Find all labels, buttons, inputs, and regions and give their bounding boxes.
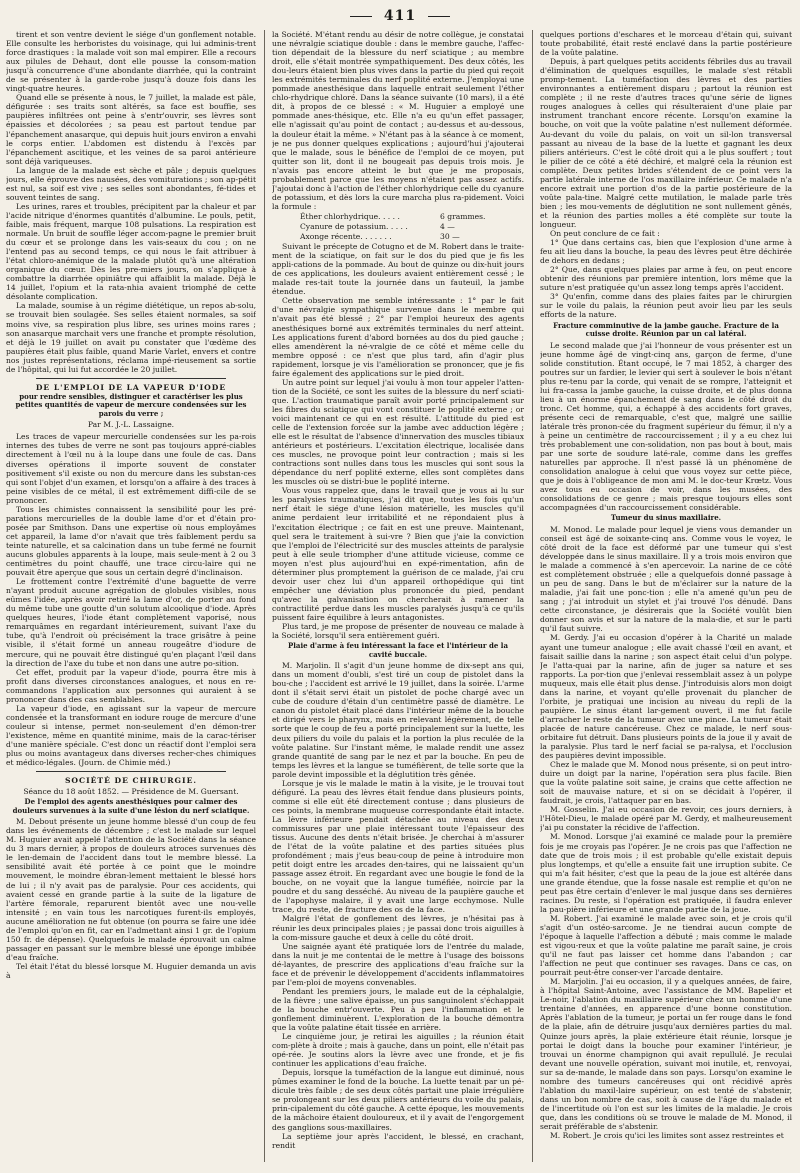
section-title: DE L'EMPLOI DE LA VAPEUR D'IODE: [35, 382, 227, 392]
paragraph: M. Debout présente un jeune homme blessé d'un coup de feu dans les événements de décembre ; c'est le malade sur lequel M. Huguier avait appelé l'attention de la Société dans la séance du 3 mars dernier, à propos de douleurs atroces survenues dès le len-demain de l'accident dans tout le membre blessé. La sensibilité avait été portée à ce point que le moindre mouvement, le moindre ébran-lement mettaient le blessé hors de lui ; il n'y avait pas de paralysie. Pour ces accidents, qui avaient cessé en grande partie à la suite de la ligature de l'artère fémorale, reparurent bientôt avec une nou-velle intensité ; en vain tous les narcotiques furent-ils employés, aucune amélioration ne fut obtenue (on pourra se faire une idée de l'emploi qu'on en fit, car en l'admettant ainsi 1 gr. de l'opium 150 fr. de dépense). Quelquefois le malade éprouvait un calme passager en passant sur le membre blessé une éponge imbibée d'eau fraîche.: [6, 817, 256, 962]
paragraph: la Société. M'étant rendu au désir de notre collègue, je constatai une névralgie sciatique double : dans le membre gauche, l'affec-tion dépendait de la blessure du nerf sciatique ; au membre droit, elle s'était montrée sympathiquement. Des deux côtés, les dou-leurs étaient bien plus vives dans la partie du pied qui reçoit les extrémités terminales du nerf poplité externe. J'employai une pommade anesthésique dans laquelle entrait seulement l'éther chlo-rhydrique chloré. Dans la séance suivante (10 mars), il a été dit, à propos de ce blessé : « M. Huguier a employé une pommade anes-thésique, etc. Elle n'a eu qu'un effet passager, elle n'agissait qu'au point de contact ; au-dessus et au-dessous, la douleur était la même. » N'étant pas à la séance à ce moment, je ne pus donner quelques explications ; aujourd'hui j'ajouterai que le malade, sous le bénéfice de l'emploi de ce moyen, put quitter son lit, dont il ne bougeait pas depuis trois mois. Je n'avais pas encore atteint le but que je me proposais, probablement parce que les moyens n'étaient pas assez actifs. J'ajoutai donc à l'action de l'éther chlorhydrique celle du cyanure de potassium, et dès lors la cure marcha plus ra-pidement. Voici la formule :: [272, 30, 524, 211]
paragraph: Le cinquième jour, je retirai les aiguilles ; la réunion était com-plète à droite ; mais à gauche, dans un point, elle n'était pas opé-rée. Je soutins alors la lèvre avec une fronde, et je fis continuer les applications d'eau fraîche.: [272, 1032, 524, 1069]
paragraph: Pendant les premiers jours, le malade eut de la céphalalgie, de la fièvre ; une salive épaisse, un pus sanguinolent s'échappait de la bouche entr'ouverte. Peu à peu l'inflammation et le gonflement diminuèrent. L'exploration de la bouche démontra que la voûte palatine était tissée en arrière.: [272, 986, 524, 1033]
formula-ingredient: Cyanure de potassium. . . . .: [300, 221, 408, 231]
column-divider-1: [264, 30, 265, 1162]
paragraph: M. Robert. Je crois qu'ici les limites sont assez restreintes et: [550, 1131, 784, 1141]
column-divider-2: [532, 30, 533, 1162]
section-subtitle: pour rendre sensibles, distinguer et caractériser les plus petites quantités de vapeur de mercure condensées sur les parois du verre ;: [15, 391, 247, 418]
paragraph: La septième jour après l'accident, le blessé, en crachant, rendit: [272, 1131, 524, 1150]
article-byline: Par M. J.-L. Lassaigne.: [87, 420, 175, 430]
formula-line: [300, 222, 524, 231]
page-header: [0, 8, 800, 30]
topic-heading: Fracture comminutive de la jambe gauche. Fracture de la cuisse droite. Réunion par un cal latéral.: [553, 320, 779, 338]
formula-quantity: 4 —: [440, 221, 455, 231]
paragraph: La langue de la malade est sèche et pâle ; depuis quelques jours, elle éprouve des nausées, des vomiturations ; son ap-pétit est nul, sa soif est vive ; ses selles sont abondantes, fé-tides et souvent teintes de sang.: [6, 165, 256, 202]
section-title: SOCIÉTÉ DE CHIRURGIE.: [64, 776, 198, 786]
paragraph: Chez le malade que M. Monod nous présente, si on peut intro-duire un doigt par la narine, l'opération sera plus facile. Bien que la voûte palatine soit saine, je crains que cette affection ne soit de mauvaise nature, et si on se décidait à l'opérer, il faudrait, je crois, l'attaquer par en bas.: [540, 760, 792, 806]
paragraph: Cette observation me semble intéressante : 1° par le fait d'une névralgie sympathique survenue dans le membre qui n'avait pas été blessé ; 2° par l'emploi heureux des agents anesthésiques borné aux extrémités terminales du nerf atteint. Les applications furent d'abord bornées au dos du pied gauche ; elles amendèrent la né-vralgie de ce côté et même celle du membre opposé : ce n'est que plus tard, afin d'agir plus rapidement, lorsque je vis l'amélioration se prononcer, que je fis faire également des applications sur le pied droit.: [272, 296, 524, 378]
paragraph: 3° Qu'enfin, comme dans des plaies faites par le chirurgien sur le voile du palais, la réunion peut avoir lieu par les seuls efforts de la nature.: [540, 292, 792, 320]
topic-heading: Tumeur du sinus maxillaire.: [610, 513, 722, 523]
formula-quantity: 30 —: [440, 232, 460, 242]
formula-quantity: 6 grammes.: [440, 211, 486, 221]
paragraph: Depuis, à part quelques petits accidents fébriles dus au travail d'élimination de quelques esquilles, le malade s'est rétabli promp-tement. La tuméfaction des lèvres et des parties environnantes a entièrement disparu ; partout la réunion est complète ; il ne reste d'autres traces qu'une série de lignes rouges analogues à celles qui résulteraient d'une plaie par instrument tranchant encore récente. Lorsqu'on examine la bouche, on voit que la voûte palatine n'est nullement déformée. Au-devant du voile du palais, on voit un sil-lon transversal passant au niveau de la base de la luette et gagnant les deux piliers antérieurs. C'est le côté droit qui a le plus souffert ; tout le pilier de ce côté a été déchiré, et malgré cela la réunion est complète. Deux petites brides s'étendent de ce point vers la partie latérale interne de l'os maxillaire inférieur. Ce malade n'a encore extrait une portion d'os de la partie postérieure de la voûte pala-tine. Malgré cette mutilation, le malade parle très bien ; les mou-vements de déglutition ne sont nullement gênés, et la réunion des parties molles a été complète sur toute la longueur.: [540, 57, 792, 229]
paragraph: Le frottement contre l'extrémité d'une baguette de verre n'ayant produit aucune agrégation de globules visibles, nous eûmes l'idée, après avoir retiré la lame d'or, de porter au fond du même tube une goutte d'un solutum alcoolique d'iode. Après quelques heures, l'iode étant complètement vaporisé, nous remarquâmes en regardant intérieurement, suivant l'axe du tube, qu'à l'endroit où précisément la trace grisâtre à peine visible, il s'était formé un anneau rougeâtre d'iodure de mercure, qui ne pouvait être distingué qu'en plaçant l'œil dans la direction de l'axe du tube et non dans une autre po-sition.: [6, 577, 256, 668]
paragraph: tirent et son ventre devient le siége d'un gonflement notable. Elle consulte les herboristes du voisinage, qui lui adminis-trent force drastiques : la malade voit son mal empirer. Elle a recours aux pilules de Dehaut, dont elle pousse la consom-mation jusqu'à concurrence d'une abondante diarrhée, qui la contraint de se présenter à la garde-robe jusqu'à douze fois dans les vingt-quatre heures.: [6, 30, 256, 94]
paragraph: M. Monod. Lorsque j'ai examiné ce malade pour la première fois je me croyais pas l'opérer. Je ne crois pas que l'affection ne date que de trois mois ; il est probable qu'elle existait depuis plus longtemps, et qu'elle a ensuite fait une irruption subite. Ce qui m'a fait hésiter, c'est que la peau de la joue est altérée dans une grande étendue, que la fosse nasale est remplie et qu'on ne peut pas être certain d'enlever le mal jusque dans ses dernières racines. Du reste, si l'opération est pratiquée, il faudra enlever la pau-pière inférieure et une grande partie de la joue.: [540, 832, 792, 914]
paragraph: Vous vous rappelez que, dans le travail que je vous ai lu sur les paralysies traumatiques, j'ai dit que, toutes les fois qu'un nerf était le siége d'une lésion matérielle, les muscles qu'il anime perdaient leur irritabilité et ne répondaient plus à l'excitation électrique ; ce fait en est une preuve. Maintenant, quel sera le traitement à sui-vre ? Bien que j'aie la conviction que l'emploi de l'électricité sur des muscles atteints de paralysie peut à elle seule triompher d'une attitude vicieuse, comme ce moyen n'est plus aujourd'hui en expé-rimentation, afin de déterminer plus promptement la guérison de ce malade, j'ai cru devoir user chez lui d'un appareil orthopédique qui tint empêcher une déviation plus prononcée du pied, pendant qu'avec la galvanisation on chercherait à ramener la contractilité perdue dans les muscles paralysés jusqu'à ce qu'ils puissent faire équilibre à leurs antagonistes.: [272, 486, 524, 622]
paragraph: M. Gerdy. J'ai eu occasion d'opérer à la Charité un malade ayant une tumeur analogue ; elle avait chassé l'œil en avant, et faisait saillie dans la narine ; son aspect était celui d'un polype. Je l'atta-quai par la narine, afin de juger sa nature et ses rapports. La por-tion que j'enlevai ressemblait assez à un polype muqueux, mais elle était plus dense. J'introduisis alors mon doigt dans la narine, et voyant qu'elle provenait du plancher de l'orbite, je pratiquai une incision au niveau du repli de la paupière. Le sinus étant lar-gement ouvert, il me fut facile d'arracher le reste de la tumeur avec une pince. La tumeur était placée de nature cancéreuse. Chez ce malade, le nerf sous-orbitaire fut détruit. Dans plusieurs points de la joue il y avait de la paralysie. Plus tard le nerf facial se pa-ralysa, et l'occlusion des paupières devint impossible.: [540, 633, 792, 761]
topic-heading: De l'emploi des agents anesthésiques pour calmer des douleurs survenues à la suite d'une lésion du nerf sciatique.: [12, 797, 250, 815]
formula-line: [300, 212, 524, 221]
header-dash-right: [428, 16, 450, 17]
formula-line: [300, 232, 524, 241]
paragraph: Les urines, rares et troubles, précipitent par la chaleur et par l'acide nitrique d'énormes quantités d'albumine. Le pouls, petit, faible, mais fréquent, marque 108 pulsations. La respiration est normale. Un bruit de souffle léger accom-pagne le premier bruit du cœur et se prolonge dans les vais-seaux du cou ; on ne l'entend pas au second temps, ce qui nous le fait attribuer à l'état chloro-anémique de la malade plutôt qu'à une altération organique du cœur. Dès les pre-miers jours, on s'applique à combattre la diarrhée opiniâtre qui affaiblit la malade. Déjà le 14 juillet, l'opium et la rata-nhia avaient triomphé de cette désolante complication.: [6, 201, 256, 302]
paragraph: M. Marjolin. Il s'agit d'un jeune homme de dix-sept ans qui, dans un moment d'oubli, s'est tiré un coup de pistolet dans la bou-che ; l'accident est arrivé le 19 juillet, dans la soirée. L'arme dont il s'était servi était un pistolet de poche chargé avec un cube de coudure d'étain d'un centimètre passé de diamètre. Le canon du pistolet était placé dans l'intérieur même de la bouche et dirigé vers le pharynx, mais en relevant légèrement, de telle sorte que le coup de feu a porté principalement sur la luette, les deux piliers du voile du palais et la portion la plus reculée de la voûte palatine. Sur l'instant même, le malade rendit une assez grande quantité de sang par le nez et par la bouche. En peu de temps les lèvres et la langue se tuméfièrent, de telle sorte que la parole devint impossible et la déglutition très gênée.: [272, 661, 524, 779]
paragraph: Suivant le précepte de Cotugno et de M. Robert dans le traite-ment de la sciatique, on fait sur le dos du pied que je fis les appli-cations de la pommade. Au bout de quinze ou dix-huit jours de ces applications, les douleurs avaient entièrement cessé ; le malade res-tait toute la journée dans un fauteuil, la jambe étendue.: [272, 242, 524, 297]
paragraph: Plus tard, je me propose de présenter de nouveau ce malade à la Société, lorsqu'il sera entièrement guéri.: [272, 622, 524, 641]
paragraph: Quand elle se présente à nous, le 7 juillet, la malade est pâle, défigurée : ses traits sont altérés, sa face est bouffie, ses paupières infiltrées ont peine à s'entr'ouvrir, ses lèvres sont épaissies et décolorées ; sa peau est partout tendue par l'épanchement anasarque, qui depuis huit jours environ a envahi le corps entier. L'abdomen est distendu à l'excès par l'épanchement ascitique, et les veines de sa paroi antérieure sont déjà variqueuses.: [6, 93, 256, 166]
paragraph: M. Robert. J'ai examiné le malade avec soin, et je crois qu'il s'agit d'un ostéo-sarcome. Je ne tiendrai aucun compte de l'époque à laquelle l'affection a débuté ; mais comme le malade est vigou-reux et que la voûte palatine me paraît saine, je crois qu'il ne faut pas laisser cet homme dans l'abandon ; car l'affection ne peut que continuer ses ravages. Dans ce cas, on pourrait peut-être conser-ver l'arcade dentaire.: [540, 913, 792, 978]
paragraph: On peut conclure de ce fait :: [550, 229, 660, 239]
paragraph: Cet effet, produit par la vapeur d'iode, pourra être mis à profit dans diverses circonstances analogues, et nous en re-commandons l'application aux personnes qui auraient à se prononcer dans des cas semblables.: [6, 667, 256, 704]
paragraph: 1° Que dans certains cas, bien que l'explosion d'une arme à feu ait lieu dans la bouche, la peau des lèvres peut être déchirée de dehors en dedans ;: [540, 238, 792, 266]
paragraph: M. Monod. Le malade pour lequel je viens vous demander un conseil est âgé de soixante-cinq ans. Comme vous le voyez, le côté droit de la face est déformé par une tumeur qui s'est développée dans le sinus maxillaire. Il y a trois mois environ que le malade a commencé à s'en apercevoir. La narine de ce côté est complètement obstruée ; elle a quelquefois donné passage à un peu de sang. Dans le but de m'éclairer sur la nature de la maladie, j'ai fait une ponc-tion ; elle n'a amené qu'un peu de sang ; j'ai introduit un stylet et j'ai trouvé l'os dénudé. Dans cette circonstance, je désirerais que la Société voulût bien donner son avis et sur la nature de la mala-die, et sur le parti qu'il faut suivre.: [540, 524, 792, 634]
topic-heading: Plaie d'arme à feu intéressant la face et l'intérieur de la cavité buccale.: [288, 641, 508, 659]
paragraph: Un autre point sur lequel j'ai voulu à mon tour appeler l'atten-tion de la Société, ce sont les suites de la blessure du nerf sciati-que. L'action traumatique paraît avoir porté principalement sur les fibres du sciatique qui vont constituer le poplité externe ; or voici maintenant ce qui en est résulté. L'attitude du pied est celle de l'extension forcée sur la jambe avec adduction légère ; elle est le résultat de l'absence d'innervation des muscles tibiaux antérieurs et postérieurs. L'excitation électrique, localisée dans ces muscles, ne provoque point leur contraction ; mais si les contractions sont nulles dans tous les muscles qui sont sous la dépendance du nerf poplité externe, elles sont complètes dans les muscles où se distri-bue le poplité interne.: [272, 377, 524, 487]
paragraph: Lorsque je vis le malade le matin à la visite, je le trouvai tout défiguré. La peau des lèvres était fendue dans plusieurs points, comme si elle eût été directement contuse ; dans plusieurs de ces points, la membrane muqueuse correspondante était intacte. La lèvre inférieure pendait détachée au niveau des deux commissures par une plaie intéressant toute l'épaisseur des tissus. Aucune des dents n'était brisée. Je cherchai à m'assurer de l'état de la voûte palatine et des parties situées plus profondément ; mais j'eus beau-coup de peine à introduire mon petit doigt entre les arcades den-taires, qui ne laissaient qu'un passage assez étroit. En regardant avec une bougie le fond de la bouche, on ne voyait que la langue tuméfiée, noircie par la poudre et du sang desséché. Au niveau de la paupière gauche et de l'apophyse malaire, il y avait une large ecchymose. Nulle trace, du reste, de fracture des os de la face.: [272, 778, 524, 915]
meeting-line: Séance du 18 août 1852. — Présidence de M. Guersant.: [23, 787, 239, 797]
paragraph: La malade, soumise à un régime diététique, un repos ab-solu, se trouvait bien soulagée. Ses selles étaient normales, sa soif moins vive, sa respiration plus libre, ses urines moins rares ; son anasarque marchait vers une franche et prompte résolution, et déjà le 19 juillet on avait pu constater que l'œdème des paupières était plus faible, quand Marie Varlet, envers et contre nos justes représentations, réclama impé-rieusement sa sortie de l'hôpital, qui lui fut accordée le 20 juillet.: [6, 301, 256, 374]
header-dash-left: [350, 16, 372, 17]
paragraph: Les traces de vapeur mercurielle condensées sur les pa-rois internes des tubes de verre ne sont pas toujours appré-ciables directement à l'œil nu à la loupe dans une foule de cas. Dans diverses opérations il importe souvent de constater positivement s'il existe ou non du mercure dans les substan-ces qui sont l'objet d'un examen, et lorsqu'on a affaire à des traces à peine visibles de ce métal, il est extrêmement diffi-cile de se prononcer.: [6, 432, 256, 505]
section-separator: [36, 771, 226, 772]
paragraph: M. Gosselin. J'ai eu occasion de revoir, ces jours derniers, à l'Hôtel-Dieu, le malade opéré par M. Gerdy, et malheureusement j'ai pu constater la récidive de l'affection.: [540, 805, 792, 833]
paragraph: 2° Que, dans quelques plaies par arme à feu, on peut encore obtenir des réunions par première intention, lors même que la suture n'est pratiquée qu'un assez long temps après l'accident.: [540, 265, 792, 293]
paragraph: Une saignée ayant été pratiquée lors de l'entrée du malade, dans la nuit je me contentai de le mettre à l'usage des boissons dé-layantes, de prescrire des applications d'eau fraîche sur la face et de prévenir le développement d'accidents inflammatoires par l'em-ploi de moyens convenables.: [272, 941, 524, 987]
formula-ingredient: Éther chlorhydrique. . . . .: [300, 211, 400, 221]
column-middle: [272, 30, 524, 1165]
page-number: 411: [383, 8, 417, 24]
paragraph: Tel était l'état du blessé lorsque M. Huguier demanda un avis à: [6, 961, 256, 980]
formula-ingredient: Axonge récente. . . . . . .: [300, 232, 392, 242]
paragraph: quelques portions d'eschares et le morceau d'étain qui, suivant toute probabilité, était resté enclavé dans la partie postérieure de la voûte palatine.: [540, 30, 792, 58]
paragraph: Malgré l'état de gonflement des lèvres, je n'hésitai pas à réunir les deux principales plaies ; je passai donc trois aiguilles à la com-missure gauche et deux à celle du côté droit.: [272, 914, 524, 942]
paragraph: M. Marjolin. J'ai eu occasion, il y a quelques années, de faire, à l'hôpital Saint-Antoine, avec l'assistance de MM. Bapelier et Le-noir, l'ablation du maxillaire supérieur chez un homme d'une trentaine d'années, en apparence d'une bonne constitution. Après l'ablation de la tumeur, je portai un fer rouge dans le fond de la plaie, afin de détruire jusqu'aux dernières parties du mal. Quinze jours après, la plaie extérieure était réunie, lorsque je portai le doigt dans la bouche pour examiner l'intérieur, je trouvai un énorme champignon qui avait repullulé. Je reculai devant une nouvelle opération, suivant moi inutile, et, renvoyai, sur sa de-mande, le malade dans son pays. Lorsqu'on examine le nombre des tumeurs cancéreuses qui ont récidivé après l'ablation du maxil-laire supérieur, on est tenté de s'abstenir, dans un bon nombre de cas, soit à cause de l'âge du malade et de l'incertitude où l'on est sur les limites de la maladie. Je crois que, dans les conditions où se trouve le malade de M. Monod, il serait préférable de s'abstenir.: [540, 977, 792, 1131]
section-separator: [36, 378, 226, 379]
paragraph: Depuis, lorsque la tuméfaction de la langue eut diminué, nous pûmes examiner le fond de la bouche. La luette tenait par un pé-dicule très faible ; de ses deux côtés partait une plaie irrégulière se prolongeant sur les deux piliers antérieurs du voile du palais, prin-cipalement du côté gauche. A cette époque, les mouvements de la mâchoire étaient douloureux, et il y avait de l'engorgement des ganglions sous-maxillaires.: [272, 1068, 524, 1132]
paragraph: La vapeur d'iode, en agissant sur la vapeur de mercure condensée et la transformant en iodure rouge de mercure d'une couleur si intense, permet non-seulement d'en démon-trer l'existence, même en quantité minime, mais de la carac-tériser d'une manière spéciale. C'est donc un réactif dont l'emploi sera plus ou moins avantageux dans diverses recher-ches chimiques et médico-légales. (Journ. de Chimie méd.): [6, 703, 256, 768]
column-right: [540, 30, 792, 1165]
paragraph: Le second malade que j'ai l'honneur de vous présenter est un jeune homme âgé de vingt-cinq ans, garçon de ferme, d'une solide constitution. Étant occupé, le 7 mai 1852, à charger des poutres sur un fardier, le levier qui sert à soulever le bois n'étant plus re-tenu par la corde, qui venait de se rompre, l'atteignit et lui fra-cassa la jambe gauche, la cuisse droite, et de plus donna lieu à un énorme épanchement de sang dans le côté droit du tronc. Cet homme, qui, a échappé à des accidents fort graves, présente ceci de remarquable, c'est que, malgré une saillie latérale très pronon-cée du fragment supérieur du fémur, il n'y a à peine un centimètre de raccourcissement ; il y a eu chez lui très probablement une con-solidation, non pas bout à bout, mais par une sorte de soudure laté-rale, comme dans les greffes naturelles par approche. Il n'est passé là un phénomène de consolidation analogue à celui que vous voyez sur cette pièce, que je dois à l'obligeance de mon ami M. le doc-teur Krœtz. Vous avez tous eu occasion de voir, dans les musées, des consolidations de ce genre ; mais presque toujours elles sont accompagnées d'un raccourcissement considérable.: [540, 340, 792, 513]
column-left: [6, 30, 256, 1165]
paragraph: Tous les chimistes connaissent la sensibilité pour les pré-parations mercurielles de la double lame d'or et d'étain pro-posée par Smithson. Dans une expertise où nous employâmes cet appareil, la lame d'or n'avait que très faiblement perdu sa teinte naturelle, et sa calcination dans un tube fermé ne fournit aucuns globules apparents à la loupe, mais seule-ment à 2 ou 3 centimètres du point chauffé, une trace circu-laire qui ne pouvait être aperçue que sous un certain degré d'inclinaison.: [6, 504, 256, 578]
